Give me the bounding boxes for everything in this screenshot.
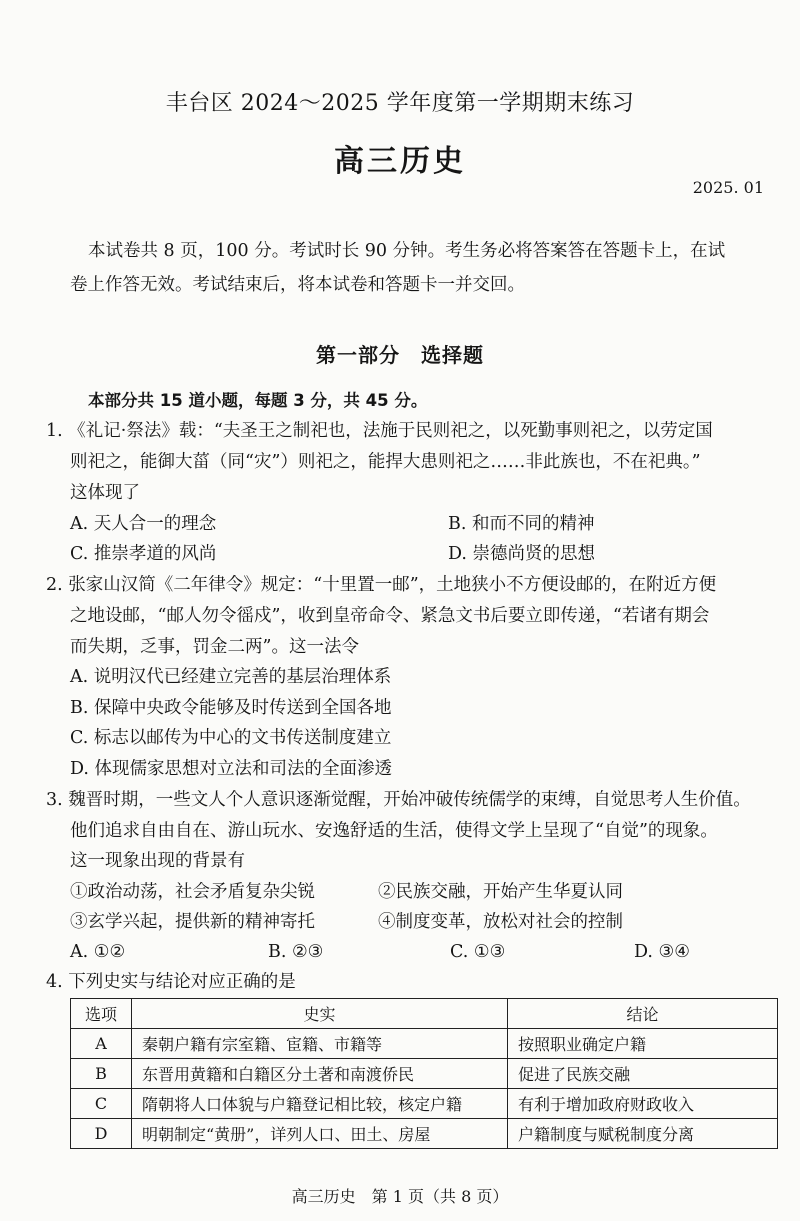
q2-option-d: D. 体现儒家思想对立法和司法的全面渗透 xyxy=(70,759,393,779)
q3-stem-line-2: 他们追求自由自在、游山玩水、安逸舒适的生活，使得文学上呈现了“自觉”的现象。 xyxy=(70,821,718,841)
q2-option-c: C. 标志以邮传为中心的文书传送制度建立 xyxy=(70,728,392,748)
q3-statement-1: ①政治动荡，社会矛盾复杂尖锐 xyxy=(70,882,315,902)
q4-header-option: 选项 xyxy=(71,999,132,1029)
subject-title: 高三历史 xyxy=(334,144,466,179)
q3-statement-4: ④制度变革，放松对社会的控制 xyxy=(378,912,623,932)
q3-stem-line-3: 这一现象出现的背景有 xyxy=(70,851,245,871)
q2-stem-line-2: 之地设邮，“邮人勿令徭戍”，收到皇帝命令、紧急文书后要立即传递，“若诸有期会 xyxy=(70,606,710,626)
q1-stem-line-3: 这体现了 xyxy=(70,483,140,503)
q4-header-conclusion: 结论 xyxy=(508,999,778,1029)
q2-option-b: B. 保障中央政令能够及时传送到全国各地 xyxy=(70,698,392,718)
q4-row-b-conclusion: 促进了民族交融 xyxy=(508,1059,778,1089)
q1-option-a: A. 天人合一的理念 xyxy=(70,514,217,534)
q4-row-d-option: D xyxy=(71,1119,132,1149)
q3-statement-2: ②民族交融，开始产生华夏认同 xyxy=(378,882,623,902)
q1-option-b: B. 和而不同的精神 xyxy=(448,514,595,534)
table-row xyxy=(71,1029,778,1059)
q4-table-header-row xyxy=(71,999,778,1029)
q1-option-c: C. 推崇孝道的风尚 xyxy=(70,544,217,564)
q3-statement-3: ③玄学兴起，提供新的精神寄托 xyxy=(70,912,315,932)
exam-title: 丰台区 2024～2025 学年度第一学期期末练习 xyxy=(165,91,635,116)
section-note: 本部分共 15 道小题，每题 3 分，共 45 分。 xyxy=(88,391,428,410)
table-row xyxy=(71,1089,778,1119)
q4-row-d-fact: 明朝制定“黄册”，详列人口、田土、房屋 xyxy=(132,1119,508,1149)
q4-row-a-conclusion: 按照职业确定户籍 xyxy=(508,1029,778,1059)
table-row xyxy=(71,1059,778,1089)
q1-option-d: D. 崇德尚贤的思想 xyxy=(448,544,596,564)
q3-option-c: C. ①③ xyxy=(450,942,506,962)
q1-stem-line-1: 1. 《礼记·祭法》载：“夫圣王之制祀也，法施于民则祀之，以死勤事则祀之，以劳定国 xyxy=(46,421,713,441)
q4-row-a-fact: 秦朝户籍有宗室籍、宦籍、市籍等 xyxy=(132,1029,508,1059)
q4-header-fact: 史实 xyxy=(132,999,508,1029)
q4-row-c-conclusion: 有利于增加政府财政收入 xyxy=(508,1089,778,1119)
instructions-line-2: 卷上作答无效。考试结束后，将本试卷和答题卡一并交回。 xyxy=(70,275,525,295)
page-footer: 高三历史 第 1 页（共 8 页） xyxy=(291,1187,509,1206)
q3-option-a: A. ①② xyxy=(70,942,126,962)
q3-option-d: D. ③④ xyxy=(634,942,690,962)
exam-date: 2025. 01 xyxy=(692,178,764,197)
q2-stem-line-3: 而失期，乏事，罚金二两”。这一法令 xyxy=(70,637,359,657)
q4-stem: 4. 下列史实与结论对应正确的是 xyxy=(46,972,296,992)
q2-stem-line-1: 2. 张家山汉简《二年律令》规定：“十里置一邮”，土地狭小不方便设邮的，在附近方便 xyxy=(46,575,717,595)
q4-row-c-option: C xyxy=(71,1089,132,1119)
q4-row-b-fact: 东晋用黄籍和白籍区分土著和南渡侨民 xyxy=(132,1059,508,1089)
instructions-line-1: 本试卷共 8 页，100 分。考试时长 90 分钟。考生务必将答案答在答题卡上，在试 xyxy=(88,241,726,261)
q4-row-b-option: B xyxy=(71,1059,132,1089)
q1-stem-line-2: 则祀之，能御大菑（同“灾”）则祀之，能捍大患则祀之……非此族也，不在祀典。” xyxy=(70,452,701,472)
q3-stem-line-1: 3. 魏晋时期，一些文人个人意识逐渐觉醒，开始冲破传统儒学的束缚，自觉思考人生价值。 xyxy=(46,790,751,810)
q4-row-a-option: A xyxy=(71,1029,132,1059)
q4-table xyxy=(70,998,778,1149)
table-row xyxy=(71,1119,778,1149)
q3-option-b: B. ②③ xyxy=(268,942,324,962)
q2-option-a: A. 说明汉代已经建立完善的基层治理体系 xyxy=(70,667,392,687)
q4-row-c-fact: 隋朝将人口体貌与户籍登记相比较，核定户籍 xyxy=(132,1089,508,1119)
section-title: 第一部分 选择题 xyxy=(316,343,484,367)
q4-row-d-conclusion: 户籍制度与赋税制度分离 xyxy=(508,1119,778,1149)
